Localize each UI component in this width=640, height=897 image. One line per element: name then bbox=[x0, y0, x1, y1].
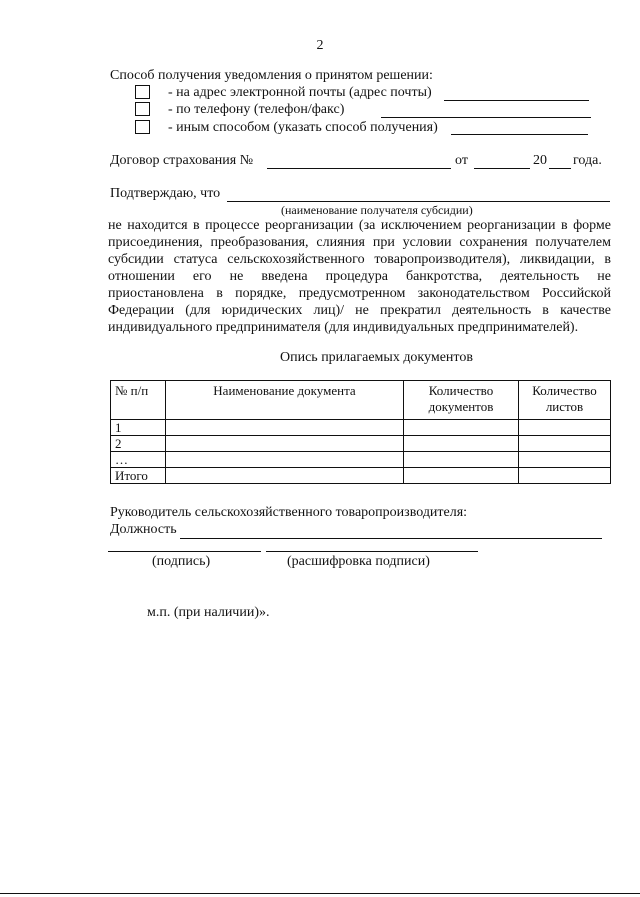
documents-table bbox=[110, 380, 611, 484]
row-number: 1 bbox=[111, 420, 166, 436]
signature-field[interactable] bbox=[108, 551, 261, 552]
insurance-year-field[interactable] bbox=[549, 168, 571, 169]
signature-caption: (подпись) bbox=[152, 554, 211, 569]
other-checkbox[interactable] bbox=[135, 120, 150, 134]
header-sheet-count: Количество листов bbox=[519, 381, 611, 420]
insurance-from-label: от bbox=[455, 153, 468, 168]
sheet-count-cell[interactable] bbox=[519, 468, 611, 484]
other-method-field[interactable] bbox=[451, 134, 588, 135]
insurance-number-field[interactable] bbox=[267, 168, 451, 169]
email-option-label: - на адрес электронной почты (адрес почты) bbox=[168, 85, 432, 100]
doc-count-cell[interactable] bbox=[404, 468, 519, 484]
insurance-year-suffix: года. bbox=[573, 153, 602, 168]
email-checkbox[interactable] bbox=[135, 85, 150, 99]
confirm-text-line: субсидии статуса сельскохозяйственного товаропроизводителя), ликвидации, в bbox=[108, 252, 611, 267]
header-doc-count: Количество документов bbox=[404, 381, 519, 420]
table-row bbox=[111, 436, 611, 452]
position-label: Должность bbox=[110, 522, 177, 537]
confirm-text-line: Федерации (для юридических лиц)/ не прекратил деятельность в качестве bbox=[108, 303, 611, 318]
doc-name-cell[interactable] bbox=[166, 468, 404, 484]
phone-field[interactable] bbox=[381, 117, 591, 118]
decode-caption: (расшифровка подписи) bbox=[287, 554, 430, 569]
doc-name-cell[interactable] bbox=[166, 436, 404, 452]
inventory-title: Опись прилагаемых документов bbox=[280, 350, 473, 365]
other-option-label: - иным способом (указать способ получения) bbox=[168, 120, 438, 135]
insurance-date-field[interactable] bbox=[474, 168, 530, 169]
total-label: Итого bbox=[111, 468, 166, 484]
notification-heading: Способ получения уведомления о принятом решении: bbox=[110, 68, 433, 83]
doc-name-cell[interactable] bbox=[166, 420, 404, 436]
row-number: … bbox=[111, 452, 166, 468]
sheet-count-cell[interactable] bbox=[519, 436, 611, 452]
sheet-count-cell[interactable] bbox=[519, 452, 611, 468]
table-header-row bbox=[111, 381, 611, 420]
email-field[interactable] bbox=[444, 100, 589, 101]
phone-checkbox[interactable] bbox=[135, 102, 150, 116]
confirm-text-line: присоединения, преобразования, слияния при условии сохранения получателем bbox=[108, 235, 611, 250]
sheet-count-cell[interactable] bbox=[519, 420, 611, 436]
table-total-row bbox=[111, 468, 611, 484]
recipient-caption: (наименование получателя субсидии) bbox=[281, 203, 473, 217]
confirm-text-line: отношении его не введена процедура банкротства, деятельность не bbox=[108, 269, 611, 284]
page-number: 2 bbox=[316, 38, 324, 53]
signature-decode-field[interactable] bbox=[266, 551, 478, 552]
position-field[interactable] bbox=[180, 538, 602, 539]
confirm-label: Подтверждаю, что bbox=[110, 186, 221, 201]
confirm-text-line: не находится в процессе реорганизации (за исключением реорганизации в форме bbox=[108, 218, 611, 233]
head-label: Руководитель сельскохозяйственного товаропроизводителя: bbox=[110, 505, 468, 520]
insurance-label: Договор страхования № bbox=[110, 153, 254, 168]
recipient-name-field[interactable] bbox=[227, 201, 610, 202]
insurance-year-prefix: 20 bbox=[533, 153, 547, 168]
row-number: 2 bbox=[111, 436, 166, 452]
page-bottom-rule bbox=[0, 893, 640, 894]
confirm-text-line: приостановлена в порядке, предусмотренном законодательством Российской bbox=[108, 286, 611, 301]
phone-option-label: - по телефону (телефон/факс) bbox=[168, 102, 345, 117]
doc-count-cell[interactable] bbox=[404, 452, 519, 468]
table-row bbox=[111, 420, 611, 436]
doc-count-cell[interactable] bbox=[404, 420, 519, 436]
doc-count-cell[interactable] bbox=[404, 436, 519, 452]
stamp-note: м.п. (при наличии)». bbox=[147, 605, 270, 620]
header-number: № п/п bbox=[111, 381, 166, 420]
header-doc-name: Наименование документа bbox=[166, 381, 404, 420]
table-row bbox=[111, 452, 611, 468]
confirm-text-line: индивидуального предпринимателя (для индивидуальных предпринимателей). bbox=[108, 320, 579, 335]
doc-name-cell[interactable] bbox=[166, 452, 404, 468]
